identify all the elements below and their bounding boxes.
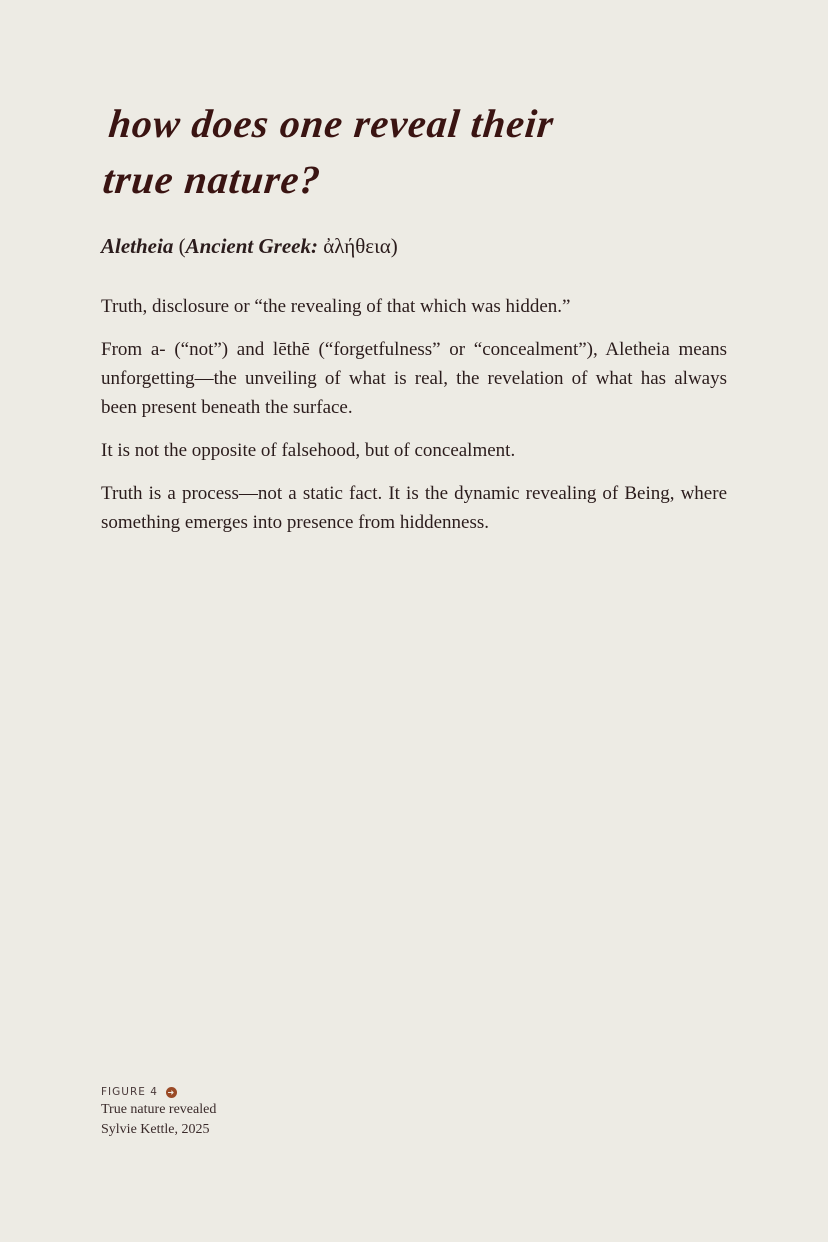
figure-caption	[101, 1084, 216, 1140]
handwritten-line-1: how does one reveal their	[106, 101, 557, 146]
figure-label-row	[101, 1084, 216, 1100]
term-greek: ἀλήθεια	[318, 234, 391, 258]
figure-label: FIGURE 4	[101, 1086, 158, 1098]
term-name: Aletheia	[101, 234, 174, 258]
handwritten-title	[100, 96, 672, 208]
term-origin: Ancient Greek:	[185, 234, 318, 258]
paragraph: It is not the opposite of falsehood, but of concealment.	[101, 440, 516, 461]
arrow-right-circle-icon[interactable]: ➜	[167, 1087, 176, 1097]
handwritten-line-2: true nature?	[100, 157, 324, 202]
paragraph: Truth is a process—not a static fact. It is the dynamic revealing of Being, where something emerges into presence from hiddenness.	[101, 483, 727, 533]
term-paren-close: )	[390, 234, 398, 258]
term-heading	[101, 234, 398, 259]
definition-body	[101, 292, 727, 551]
paragraph: Truth, disclosure or “the revealing of that which was hidden.”	[101, 296, 571, 317]
figure-title: True nature revealed	[101, 1102, 217, 1117]
paragraph: From a- (“not”) and lēthē (“forgetfulness” or “concealment”), Aletheia means unforgetting—the unveiling of what is real, the revelation of what has always been present beneath the surface.	[101, 339, 727, 418]
term-paren-open: (	[173, 234, 186, 258]
figure-credit: Sylvie Kettle, 2025	[101, 1122, 210, 1137]
